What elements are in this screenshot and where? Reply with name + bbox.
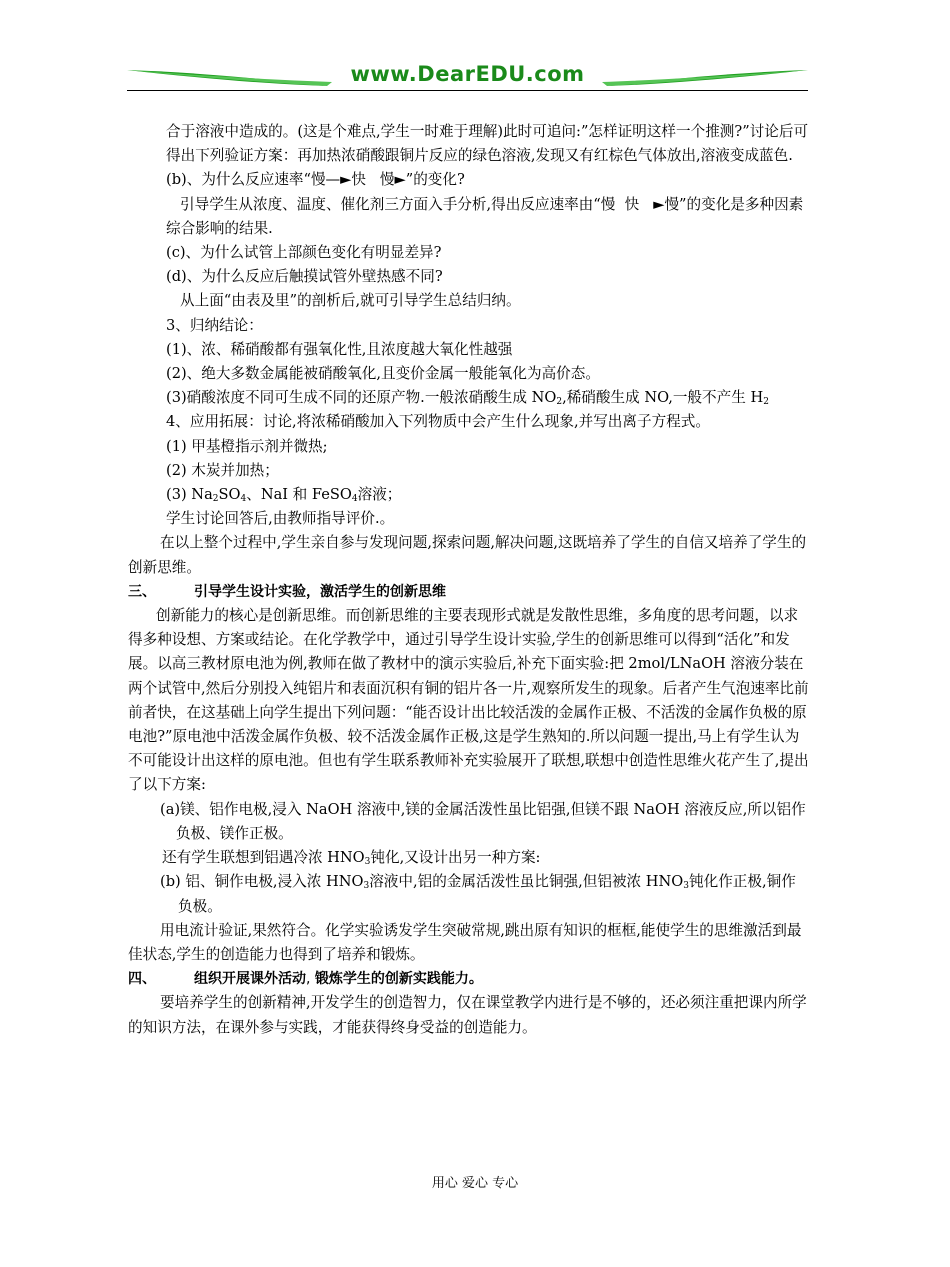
section-heading-4: 四、 组织开展课外活动, 锻炼学生的创新实践能力。 [128, 971, 483, 988]
document-body [128, 120, 810, 1040]
site-logo: www.DearEDU.com [350, 62, 585, 86]
question-b: (b)、为什么反应速率“慢—►快 慢►”的变化? [128, 168, 810, 192]
paragraph: 学生讨论回答后,由教师指导评价.。 [166, 510, 395, 528]
header-rule [127, 90, 808, 91]
paragraph: 合于溶液中造成的。(这是个难点,学生一时难于理解)此时可追问:”怎样证明这样一个推测?”讨论后可得出下列验证方案：再加热浓硝酸跟铜片反应的绿色溶液,发现又有红棕色气体放出,溶液变成蓝色. [166, 123, 809, 165]
paragraph: 还有学生联想到铝遇冷浓 $HNO_3$钝化,又设计出另一种方案: [162, 849, 541, 868]
list-item: (1) 甲基橙指示剂并微热; [166, 437, 328, 455]
arrow-icon: ► [653, 195, 665, 213]
scheme-b: (b) 铝、铜作电极,浸入浓 $HNO_3$溶液中,铝的金属活泼性虽比铜强,但铝被浓 $HNO_3$钝化作正极,铜作负极。 [160, 873, 796, 915]
paragraph: 在以上整个过程中,学生亲自参与发现问题,探索问题,解决问题,这既培养了学生的自信又培养了学生的创新思维。 [128, 534, 807, 576]
paragraph: 从上面“由表及里”的剖析后,就可引导学生总结归纳。 [180, 292, 521, 310]
section-heading-3: 三、 引导学生设计实验，激活学生的创新思维 [128, 583, 446, 600]
paragraph: 用电流计验证,果然符合。化学实验诱发学生突破常规,跳出原有知识的框框,能使学生的思维激活到最佳状态,学生的创造能力也得到了培养和锻炼。 [128, 921, 802, 963]
section-3-title: 3、归纳结论： [166, 316, 263, 334]
section-4-title: 4、应用拓展：讨论,将浓稀硝酸加入下列物质中会产生什么现象,并写出离子方程式。 [166, 413, 710, 431]
list-item: (3) $Na_2SO_4$、NaI 和 FeSO$_4$溶液； [166, 486, 402, 505]
paragraph: 创新能力的核心是创新思维。而创新思维的主要表现形式就是发散性思维，多角度的思考问题，以求得多种设想、方案或结论。在化学教学中，通过引导学生设计实验,学生的创新思维可以得到“活化”和发展。以高三教材原电池为例,教师在做了教材中的演示实验后,补充下面实验:把 2mol/LNaOH 溶液分装在两个试管中,然后分别投入纯铝片和表面沉积有铜的铝片各一片,观察所发生的现象。后者产生气泡速率比前前者快，在这基础上向学生提出下列问题：“能否设计出比较活泼的金属作正极、不活泼的金属作负极的原电池?”原电池中活泼金属作负极、较不活泼金属作正极,这是学生熟知的.所以问题一提出,马上有学生认为不可能设计出这样的原电池。但也有学生联系教师补充实验展开了联想,联想中创造性思维火花产生了,提出了以下方案: [128, 607, 809, 794]
conclusion-3: (3)硝酸浓度不同可生成不同的还原产物.一般浓硝酸生成 $NO_2$,稀硝酸生成 NO,一般不产生 $H_2$ [166, 389, 769, 408]
conclusion-2: (2)、绝大多数金属能被硝酸氧化,且变价金属一般能氧化为高价态。 [166, 365, 600, 383]
paragraph: 引导学生从浓度、温度、催化剂三方面入手分析,得出反应速率由“慢 快 ►慢”的变化是多种因素综合影响的结果. [128, 193, 810, 241]
page-header [127, 60, 808, 92]
scheme-a: (a)镁、铝作电极,浸入 NaOH 溶液中,镁的金属活泼性虽比铝强,但镁不跟 NaOH 溶液反应,所以铝作负极、镁作正极。 [160, 800, 806, 842]
arrow-icon: —► [325, 171, 352, 189]
list-item: (2) 木炭并加热； [166, 461, 279, 479]
conclusion-1: (1)、浓、稀硝酸都有强氧化性,且浓度越大氧化性越强 [166, 340, 513, 358]
paragraph: 要培养学生的创新精神,开发学生的创造智力，仅在课堂教学内进行是不够的，还必须注重把课内所学的知识方法，在课外参与实践，才能获得终身受益的创造能力。 [128, 994, 807, 1036]
question-d: (d)、为什么反应后触摸试管外壁热感不同? [166, 268, 443, 286]
arrow-icon: ► [394, 171, 406, 189]
question-c: (c)、为什么试管上部颜色变化有明显差异? [166, 244, 442, 262]
page-footer: 用心 爱心 专心 [431, 1176, 519, 1191]
